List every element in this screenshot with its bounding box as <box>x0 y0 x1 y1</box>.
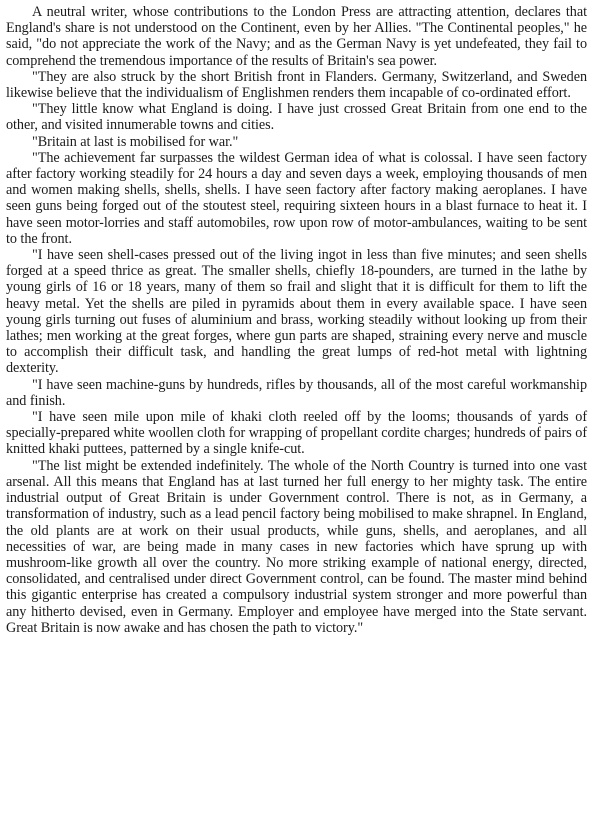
article-paragraph-3: "They little know what England is doing. I have just crossed Great Britain from one end to the other, and visited innumerable towns and cities. <box>6 101 587 134</box>
article-paragraph-4: "Britain at last is mobilised for war." <box>32 133 239 150</box>
article-paragraph-8: "I have seen mile upon mile of khaki cloth reeled off by the looms; thousands of yards of specially-prepared white woollen cloth for wrapping of propellant cordite charges; hundreds of pairs of knitted khaki puttees, patterned by a single knife-cut. <box>6 409 587 458</box>
article-paragraph-9: "The list might be extended indefinitely. The whole of the North Country is turned into one vast arsenal. All this means that England has at last turned her full energy to her mighty task. The entire industrial output of Great Britain is under Government control. There is not, as in Germany, a transformation of industry, such as a lead pencil factory being mobilised to make shrapnel. In England, the old plants are at work on their usual products, while guns, shells, and aeroplanes, and all necessities of war, are being made in many cases in new factories which have sprung up with mushroom-like growth all over the country. No more striking example of national energy, directed, consolidated, and centralised under direct Government control, can be found. The master mind behind this gigantic enterprise has created a compulsory industrial system stronger and more powerful than any hitherto devised, even in Germany. Employer and employee have merged into the State servant. Great Britain is now awake and has chosen the path to victory." <box>6 457 587 636</box>
article-paragraph-2: "They are also struck by the short British front in Flanders. Germany, Switzerland, and Sweden likewise believe that the individualism of Englishmen renders them incapable of co-ordinated effort. <box>6 68 587 102</box>
article-paragraph-1: A neutral writer, whose contributions to the London Press are attracting attention, declares that England's share is not understood on the Continent, even by her Allies. "The Continental peoples," he said, "do not appreciate the work of the Navy; and as the German Navy is yet undefeated, they fail to comprehend the tremendous importance of the results of Britain's sea power. <box>6 4 587 69</box>
article-paragraph-7: "I have seen machine-guns by hundreds, rifles by thousands, all of the most careful workmanship and finish. <box>6 376 587 409</box>
article-paragraph-6: "I have seen shell-cases pressed out of the living ingot in less than five minutes; and seen shells forged at a speed thrice as great. The smaller shells, chiefly 18-pounders, are turned in the lathe by young girls of 16 or 18 years, many of them so frail and slight that it is difficult for them to lift the heavy metal. Yet the shells are piled in pyramids about them in every available space. I have seen young girls turning out fuses of aluminium and brass, working steadily without looking up from their lathes; men working at the great forges, where gun parts are shaped, straining every nerve and muscle to accomplish their difficult task, and handling the great lumps of red-hot metal with lightning dexterity. <box>6 247 587 377</box>
article-paragraph-5: "The achievement far surpasses the wildest German idea of what is colossal. I have seen factory after factory working steadily for 24 hours a day and seven days a week, employing thousands of men and women making shells, shells, shells. I have seen factory after factory making aeroplanes. I have seen guns being forged out of the stoutest steel, requiring sixteen hours in a blast furnace to heat it. I have seen motor-lorries and staff automobiles, row upon row of motor-ambulances, waiting to be sent to the front. <box>6 149 587 247</box>
